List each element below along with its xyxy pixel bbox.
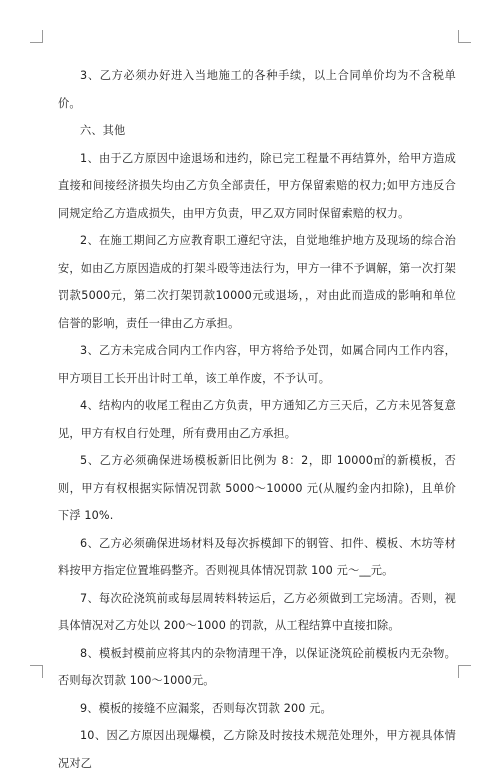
paragraph-clause-6-materials: 6、乙方必须确保进场材料及每次拆模卸下的钢管、扣件、模板、木坊等材料按甲方指定位置堆码整齐。否则视具体情况罚款 100 元～__元。 <box>58 536 456 577</box>
crop-mark-bottom-left <box>30 665 43 678</box>
paragraph-clause-3-procedures: 3、乙方必须办好进入当地施工的各种手续，以上合同单价均为不含税单价。 <box>58 69 456 110</box>
paragraph-clause-3-penalty: 3、乙方未完成合同内工作内容，甲方将给予处罚，如属合同内工作内容，甲方项目工长开出计时工单，该工单作废，不予认可。 <box>58 344 456 385</box>
document-body <box>58 62 456 777</box>
paragraph-clause-9-joints: 9、模板的接缝不应漏浆，否则每次罚款 200 元。 <box>80 701 332 715</box>
crop-mark-top-right <box>458 30 471 43</box>
paragraph-clause-2-conduct: 2、在施工期间乙方应教育职工遵纪守法，自觉地维护地方及现场的综合治安，如由乙方原因造成的打架斗殴等违法行为，甲方一律不予调解，第一次打架罚款5000元，第二次打架罚款10000元或退场，，对由此而造成的影响和单位信誉的影响，责任一律由乙方承担。 <box>58 234 456 330</box>
section-heading-other: 六、其他 <box>80 124 126 137</box>
paragraph-clause-8-debris: 8、模板封模前应将其内的杂物清理干净，以保证浇筑砼前模板内无杂物。否则每次罚款 100～1000元。 <box>58 646 456 687</box>
crop-mark-bottom-right <box>458 665 471 678</box>
paragraph-clause-5-formwork-ratio: 5、乙方必须确保进场模板新旧比例为 8：2，即 10000㎡的新模板，否则，甲方有权根据实际情况罚款 5000～10000 元(从履约金内扣除)，且单价下浮 10%. <box>58 454 456 522</box>
crop-mark-top-left <box>30 30 43 43</box>
paragraph-clause-4-finishing: 4、结构内的收尾工程由乙方负责，甲方通知乙方三天后，乙方未见答复意见，甲方有权自行处理，所有费用由乙方承担。 <box>58 399 456 440</box>
paragraph-clause-7-site-clean: 7、每次砼浇筑前或每层周转料转运后，乙方必须做到工完场清。否则，视具体情况对乙方处以 200～1000 的罚款，从工程结算中直接扣除。 <box>58 591 456 632</box>
paragraph-clause-1-breach: 1、由于乙方原因中途退场和违约，除已完工程量不再结算外，给甲方造成直接和间接经济损失均由乙方负全部责任，甲方保留索赔的权力;如甲方违反合同规定给乙方造成损失，由甲方负责，甲乙双方同时保留索赔的权力。 <box>58 151 456 220</box>
paragraph-clause-10-blowout: 10、因乙方原因出现爆模，乙方除及时按技术规范处理外，甲方视具体情况对乙 <box>58 729 456 770</box>
